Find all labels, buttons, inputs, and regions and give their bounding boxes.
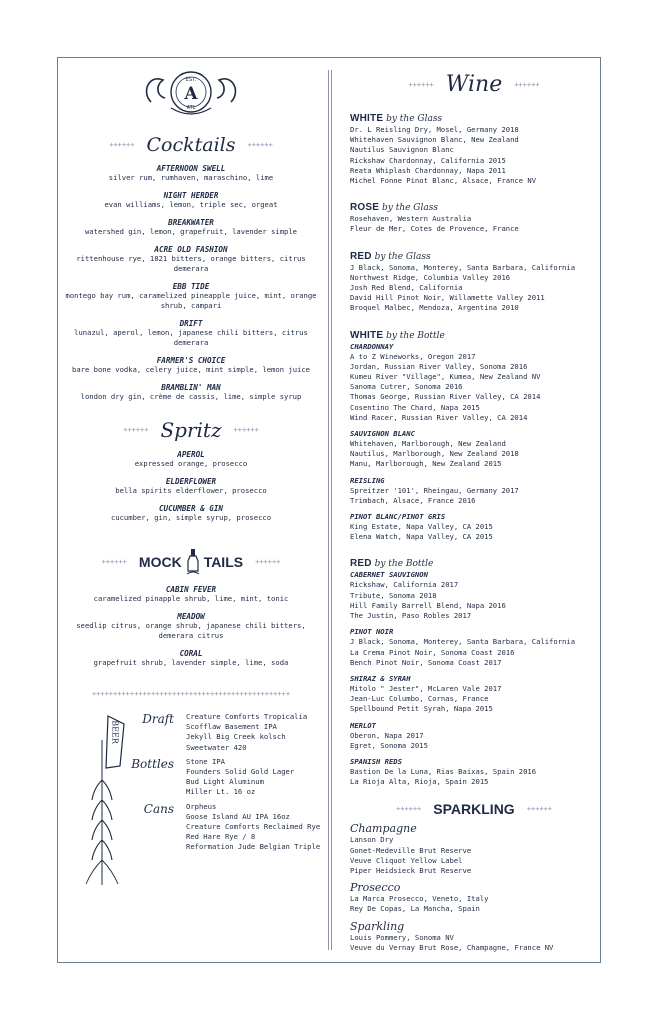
drink-name: BRAMBLIN' MAN bbox=[161, 383, 221, 392]
spritz-heading bbox=[60, 418, 322, 442]
wine-item: Manu, Marlborough, New Zealand 2015 bbox=[350, 459, 502, 469]
left-column bbox=[60, 62, 322, 884]
drink-item bbox=[60, 319, 322, 348]
wine-varietal: MERLOT bbox=[350, 720, 376, 730]
wine-category-heading bbox=[350, 551, 598, 570]
cocktails-emblem bbox=[60, 62, 322, 134]
wine-glass-section bbox=[350, 106, 598, 186]
beer-item: Scofflaw Basement IPA bbox=[186, 722, 277, 732]
drink-name: AFTERNOON SWELL bbox=[156, 164, 226, 173]
wine-item: Rosehaven, Western Australia bbox=[350, 214, 472, 224]
drink-description: bare bone vodka, celery juice, mint simple, lemon juice bbox=[72, 365, 310, 374]
wine-item: Josh Red Blend, California bbox=[350, 283, 463, 293]
wine-bottle-section bbox=[350, 551, 598, 787]
wine-category-script: by the Glass bbox=[379, 203, 438, 214]
wine-category-script: by the Bottle bbox=[383, 330, 445, 341]
drink-name: MEADOW bbox=[177, 612, 205, 621]
wine-category: RED bbox=[350, 250, 372, 262]
drink-item bbox=[60, 356, 322, 375]
crest-icon bbox=[131, 62, 251, 134]
sparkling-item: Gonet-Medeville Brut Reserve bbox=[350, 845, 472, 855]
drink-description: cucumber, gin, simple syrup, prosecco bbox=[110, 513, 272, 522]
beer-item: Orpheus bbox=[186, 801, 217, 811]
beer-item: Creature Comforts Reclaimed Rye bbox=[186, 822, 321, 832]
wine-item: Broquel Malbec, Mendoza, Argentina 2010 bbox=[350, 303, 519, 313]
wine-item: A to Z Wineworks, Oregon 2017 bbox=[350, 351, 476, 361]
right-column bbox=[350, 62, 598, 953]
drink-description: watershed gin, lemon, grapefruit, lavender simple bbox=[84, 227, 298, 236]
beer-group-label: Draft bbox=[142, 712, 174, 726]
drink-description: grapefruit shrub, lavender simple, lime, soda bbox=[93, 658, 289, 667]
sparkling-item: Veuve Cliquot Yellow Label bbox=[350, 855, 463, 865]
wine-item: Oberon, Napa 2017 bbox=[350, 730, 424, 740]
drink-description: silver rum, rumhaven, maraschino, lime bbox=[108, 173, 274, 182]
wine-item: Northwest Ridge, Columbia Valley 2016 bbox=[350, 272, 511, 282]
wine-item: La Crema Pinot Noir, Sonoma Coast 2016 bbox=[350, 647, 515, 657]
sparkling-item: Louis Pommery, Sonoma NV bbox=[350, 932, 454, 942]
beer-item: Stone IPA bbox=[186, 756, 225, 766]
wine-item: La Rioja Alta, Rioja, Spain 2015 bbox=[350, 777, 489, 787]
wine-category: ROSE bbox=[350, 202, 380, 214]
wine-item: Trimbach, Alsace, France 2016 bbox=[350, 495, 476, 505]
wine-item: Nautilus, Marlborough, New Zealand 2018 bbox=[350, 449, 519, 459]
mocktails-title bbox=[139, 547, 243, 577]
beer-group-list bbox=[186, 712, 307, 753]
sparkling-item: Lanson Dry bbox=[350, 835, 394, 845]
drink-item bbox=[60, 450, 322, 469]
beer-item: Goose Island AU IPA 16oz bbox=[186, 811, 290, 821]
beer-badge-text: BEER bbox=[110, 720, 120, 744]
beer-section bbox=[60, 704, 322, 884]
beer-item: Bud Light Aluminum bbox=[186, 777, 264, 787]
wine-item: Thomas George, Russian River Valley, CA 2014 bbox=[350, 392, 541, 402]
cocktails-heading bbox=[60, 134, 322, 156]
wine-title: Wine bbox=[445, 72, 503, 97]
drink-name: ACRE OLD FASHION bbox=[154, 245, 228, 254]
ornament-left: ++++++ bbox=[101, 558, 127, 566]
ornament-left: ++++++ bbox=[109, 141, 135, 149]
wine-item: Whitehaven Sauvignon Blanc, New Zealand bbox=[350, 135, 519, 145]
drink-item bbox=[60, 164, 322, 183]
wine-category-heading bbox=[350, 106, 598, 125]
wine-item: Egret, Sonoma 2015 bbox=[350, 740, 428, 750]
wine-item: Rickshaw, California 2017 bbox=[350, 580, 459, 590]
wine-item: Fleur de Mer, Cotes de Provence, France bbox=[350, 224, 519, 234]
mocktails-heading bbox=[60, 547, 322, 577]
wine-varietal: CHARDONNAY bbox=[350, 341, 394, 351]
wine-item: The Justin, Paso Robles 2017 bbox=[350, 611, 472, 621]
beer-groups bbox=[122, 708, 322, 853]
wine-item: Jordan, Russian River Valley, Sonoma 2016 bbox=[350, 361, 528, 371]
beer-item: Creature Comforts Tropicalia bbox=[186, 712, 308, 721]
beer-group-label: Cans bbox=[143, 801, 174, 816]
wine-item: Sanoma Cutrer, Sonoma 2016 bbox=[350, 382, 463, 392]
beer-rule: +++++++++++++++++++++++++++++++++++++++++++++++ bbox=[91, 690, 291, 698]
wine-category: RED bbox=[350, 558, 372, 570]
beer-item: Reformation Jude Belgian Triple bbox=[186, 842, 321, 852]
wine-varietal: SPANISH REDS bbox=[350, 756, 402, 766]
tails-word: TAILS bbox=[203, 554, 244, 570]
sparkling-title: SPARKLING bbox=[433, 801, 515, 818]
drink-item bbox=[60, 649, 322, 668]
wine-item: King Estate, Napa Valley, CA 2015 bbox=[350, 522, 493, 532]
ornament-right: ++++++ bbox=[526, 805, 552, 814]
wine-item: Bench Pinot Noir, Sonoma Coast 2017 bbox=[350, 657, 502, 667]
sparkling-item: La Marca Prosecco, Veneto, Italy bbox=[350, 894, 489, 904]
wine-category-heading bbox=[350, 195, 598, 214]
wine-item: Bastion De la Luna, Rias Baixas, Spain 2016 bbox=[350, 766, 537, 776]
drink-description: rittenhouse rye, 1821 bitters, orange bitters, citrus demerara bbox=[76, 254, 306, 273]
mocktail-list bbox=[60, 585, 322, 668]
wine-category: WHITE bbox=[350, 329, 384, 341]
wine-heading bbox=[350, 72, 598, 97]
beer-group-list bbox=[186, 757, 294, 798]
drink-name: BREAKWATER bbox=[168, 218, 214, 227]
wheat-icon bbox=[72, 710, 128, 888]
wine-glass-section bbox=[350, 195, 598, 234]
drink-item bbox=[60, 504, 322, 523]
sparkling-item: Piper Heidsieck Brut Reserve bbox=[350, 865, 472, 875]
beer-group-list bbox=[186, 802, 320, 853]
beer-item: Jekyll Big Creek kolsch bbox=[186, 732, 286, 742]
beer-group bbox=[122, 802, 322, 853]
sparkling-group bbox=[350, 822, 598, 876]
wine-item: Rickshaw Chardonnay, California 2015 bbox=[350, 155, 506, 165]
wine-item: Nautilus Sauvignon Blanc bbox=[350, 145, 454, 155]
wine-glass-section bbox=[350, 244, 598, 314]
wine-item: J Black, Sonoma, Monterey, Santa Barbara, California bbox=[350, 637, 576, 647]
wine-varietal: CABERNET SAUVIGNON bbox=[350, 570, 428, 580]
ornament-left: ++++++ bbox=[123, 426, 149, 434]
emblem-bottom-text: ATL bbox=[186, 105, 196, 111]
beer-group bbox=[122, 712, 322, 753]
ornament-right: ++++++ bbox=[247, 141, 273, 149]
wine-item: Cosentino The Chard, Napa 2015 bbox=[350, 402, 480, 412]
wine-item: Tribute, Sonoma 2018 bbox=[350, 590, 437, 600]
beer-group-label: Bottles bbox=[131, 756, 174, 771]
drink-description: evan williams, lemon, triple sec, orgeat bbox=[104, 200, 278, 209]
ornament-right: ++++++ bbox=[514, 80, 540, 89]
wine-category-heading bbox=[350, 244, 598, 263]
sparkling-group-label: Champagne bbox=[350, 822, 417, 836]
beer-item: Miller Lt. 16 oz bbox=[186, 787, 256, 797]
drink-name: ELDERFLOWER bbox=[165, 477, 217, 486]
ornament-left: ++++++ bbox=[395, 805, 422, 814]
wine-category-script: by the Bottle bbox=[371, 559, 434, 570]
emblem-monogram: A bbox=[184, 84, 198, 104]
sparkling-heading bbox=[350, 801, 598, 817]
spritz-title: Spritz bbox=[160, 418, 222, 442]
mock-word: MOCK bbox=[138, 554, 182, 570]
wine-item: Mitolo " Jester", McLaren Vale 2017 bbox=[350, 683, 502, 693]
wine-category-heading bbox=[350, 323, 598, 342]
beer-item: Sweetwater 420 bbox=[186, 742, 247, 752]
wine-category-script: by the Glass bbox=[371, 251, 431, 262]
wine-varietal: SHIRAZ & SYRAH bbox=[350, 673, 411, 683]
sparkling-item: Veuve du Vernay Brut Rose, Champagne, France NV bbox=[350, 942, 554, 952]
wine-item: Wind Racer, Russian River Valley, CA 2014 bbox=[350, 412, 528, 422]
sparkling-group bbox=[350, 920, 598, 953]
wine-item: David Hill Pinot Noir, Willamette Valley 2011 bbox=[350, 293, 545, 303]
beer-item: Red Hare Rye / 8 bbox=[186, 832, 256, 842]
drink-description: montego bay rum, caramelized pineapple juice, mint, orange shrub, campari bbox=[65, 291, 317, 310]
drink-name: CUCUMBER & GIN bbox=[158, 504, 223, 513]
cocktail-list bbox=[60, 164, 322, 402]
drink-name: EBB TIDE bbox=[172, 282, 210, 291]
wine-item: Kumeu River "Village", Kumea, New Zealand NV bbox=[350, 372, 541, 382]
drink-name: DRIFT bbox=[179, 319, 203, 328]
beer-item: Founders Solid Gold Lager bbox=[186, 767, 295, 777]
wine-item: Spellbound Petit Syrah, Napa 2015 bbox=[350, 704, 493, 714]
wine-varietal: PINOT BLANC/PINOT GRIS bbox=[350, 512, 446, 522]
sparkling-group bbox=[350, 881, 598, 914]
drink-item bbox=[60, 245, 322, 274]
beer-group bbox=[122, 757, 322, 798]
wine-item: Whitehaven, Marlborough, New Zealand bbox=[350, 439, 506, 449]
ornament-right: ++++++ bbox=[255, 558, 281, 566]
drink-name: CABIN FEVER bbox=[165, 585, 217, 594]
drink-item bbox=[60, 477, 322, 496]
wine-varietal: REISLING bbox=[350, 475, 385, 485]
drink-name: CORAL bbox=[179, 649, 203, 658]
drink-item bbox=[60, 585, 322, 604]
spritz-list bbox=[60, 450, 322, 523]
wine-item: Elena Watch, Napa Valley, CA 2015 bbox=[350, 532, 493, 542]
wine-item: J Black, Sonoma, Monterey, Santa Barbara, California bbox=[350, 262, 576, 272]
ornament-left: ++++++ bbox=[408, 80, 434, 89]
drink-description: bella spirits elderflower, prosecco bbox=[115, 486, 267, 495]
wine-category-script: by the Glass bbox=[383, 114, 443, 124]
drink-name: NIGHT HERDER bbox=[163, 191, 219, 200]
wine-bottle-section bbox=[350, 323, 598, 543]
wine-item: Jean-Luc Columbo, Cornas, France bbox=[350, 694, 489, 704]
drink-item bbox=[60, 191, 322, 210]
sparkling-group-label: Sparkling bbox=[350, 919, 405, 933]
cocktails-title: Cocktails bbox=[146, 134, 236, 156]
drink-item bbox=[60, 282, 322, 311]
drink-item bbox=[60, 612, 322, 641]
drink-description: london dry gin, crème de cassis, lime, simple syrup bbox=[80, 392, 302, 401]
wine-item: Dr. L Reisling Dry, Mosel, Germany 2018 bbox=[350, 125, 519, 134]
drink-name: APEROL bbox=[177, 450, 205, 459]
emblem-top-text: EST. bbox=[185, 77, 197, 83]
drink-item bbox=[60, 383, 322, 402]
drink-description: expressed orange, prosecco bbox=[134, 459, 248, 468]
sparkling-group-label: Prosecco bbox=[350, 881, 401, 895]
ornament-right: ++++++ bbox=[233, 426, 259, 434]
column-divider bbox=[328, 70, 332, 950]
sparkling-groups bbox=[350, 822, 598, 953]
wine-item: Reata Whiplash Chardonnay, Napa 2011 bbox=[350, 165, 506, 175]
drink-description: lunazul, aperol, lemon, japanese chili bitters, citrus demerara bbox=[74, 328, 308, 347]
sparkling-item: Rey De Copas, La Mancha, Spain bbox=[350, 904, 480, 914]
wine-item: Michel Fonne Pinot Blanc, Alsace, France NV bbox=[350, 176, 537, 186]
drink-name: FARMER'S CHOICE bbox=[156, 356, 226, 365]
drink-item bbox=[60, 218, 322, 237]
bottle-icon bbox=[185, 547, 201, 577]
drink-description: seedlip citrus, orange shrub, japanese chili bitters, demerara citrus bbox=[76, 621, 306, 640]
wine-varietal: PINOT NOIR bbox=[350, 627, 394, 637]
drink-description: caramelized pinapple shrub, lime, mint, tonic bbox=[93, 594, 289, 603]
wine-item: Hill Family Barrell Blend, Napa 2016 bbox=[350, 600, 506, 610]
wine-category: WHITE bbox=[350, 113, 384, 124]
wine-varietal: SAUVIGNON BLANC bbox=[350, 429, 415, 439]
wine-sections bbox=[350, 106, 598, 787]
wine-item: Spreitzer '101', Rheingau, Germany 2017 bbox=[350, 485, 519, 495]
